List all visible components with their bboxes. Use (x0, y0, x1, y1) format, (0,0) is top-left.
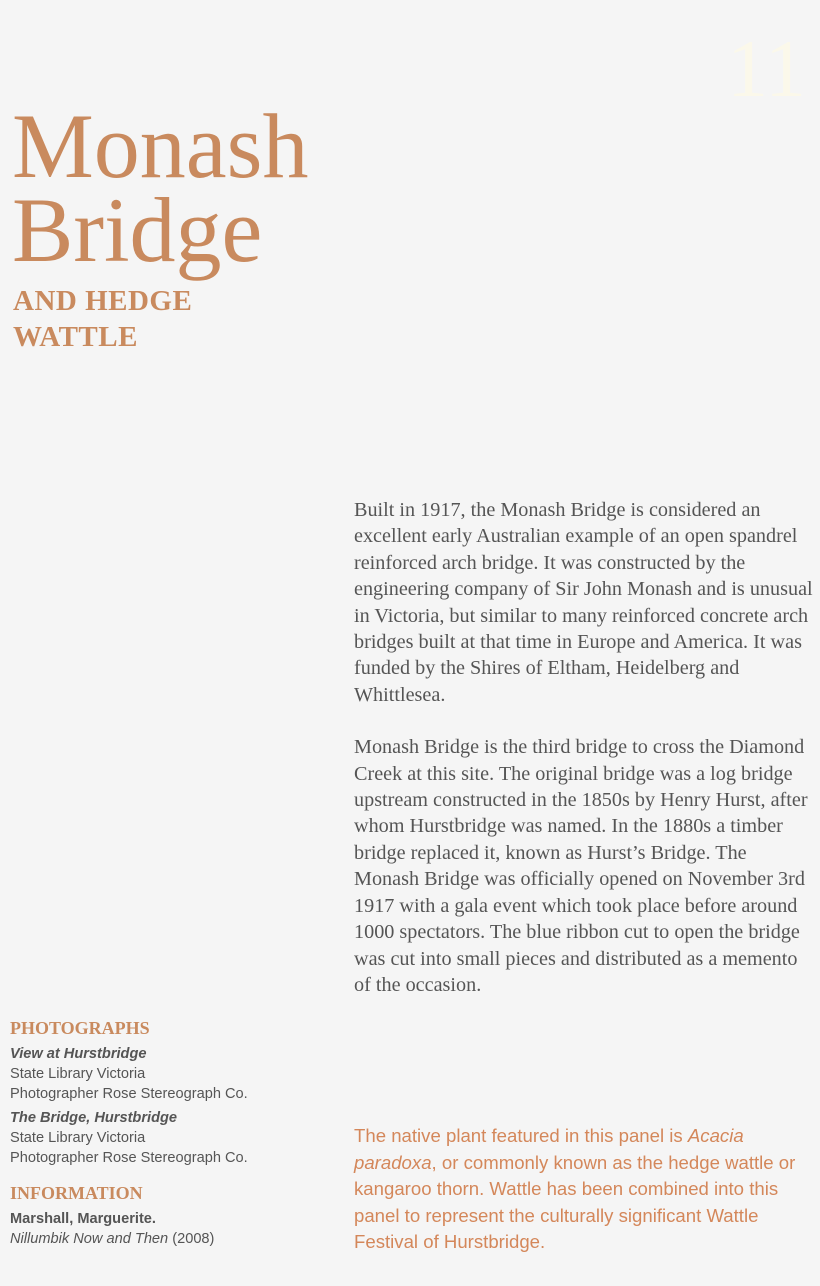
plant-note-rest: , or commonly known as the hedge wattle or kangaroo thorn. Wattle has been combined into this panel to represent the culturally significant Wattle Festival of Hurstbridge. (354, 1151, 796, 1252)
title-line-1: Monash (12, 95, 309, 197)
credits-panel (10, 1016, 310, 1249)
body-paragraph-1: Built in 1917, the Monash Bridge is considered an excellent early Australian example of an open spandrel reinforced arch bridge. It was constructed by the engineering company of Sir John Monash and is unusual in Victoria, but similar to many reinforced concrete arch bridges built at that time in Europe and America. It was funded by the Shires of Eltham, Heidelberg and Whittlesea. (354, 499, 813, 706)
title-line-2: Bridge (12, 179, 263, 281)
photo-photographer: Photographer Rose Stereograph Co. (10, 1086, 248, 1102)
reference-book-year: (2008) (168, 1231, 215, 1247)
reference-book (10, 1229, 310, 1249)
photo-photographer: Photographer Rose Stereograph Co. (10, 1150, 248, 1166)
page-subtitle (13, 283, 192, 355)
photo-source: State Library Victoria (10, 1066, 146, 1082)
plant-note-intro: The native plant featured in this panel is (354, 1125, 688, 1146)
photographs-heading: PHOTOGRAPHS (10, 1018, 150, 1038)
page-number: 11 (727, 23, 806, 114)
plant-note (354, 1123, 816, 1256)
photo-title: View at Hurstbridge (10, 1046, 147, 1062)
reference-book-title: Nillumbik Now and Then (10, 1231, 169, 1247)
body-text (354, 497, 816, 998)
photo-title: The Bridge, Hurstbridge (10, 1110, 178, 1126)
subtitle-line-2: WATTLE (13, 321, 138, 353)
reference-author: Marshall, Marguerite. (10, 1211, 156, 1227)
body-paragraph-2: Monash Bridge is the third bridge to cross the Diamond Creek at this site. The original bridge was a log bridge upstream constructed in the 1850s by Henry Hurst, after whom Hurstbridge was named. In the 1880s a timber bridge replaced it, known as Hurst’s Bridge. The Monash Bridge was officially opened on November 3rd 1917 with a gala event which took place before around 1000 spectators. The blue ribbon cut to open the bridge was cut into small pieces and distributed as a memento of the occasion. (354, 736, 808, 996)
photo-source: State Library Victoria (10, 1130, 146, 1146)
information-heading: INFORMATION (10, 1183, 143, 1203)
page-title (12, 95, 309, 281)
plant-species-name: Acacia paradoxa (354, 1125, 744, 1173)
subtitle-line-1: AND HEDGE (13, 285, 193, 317)
